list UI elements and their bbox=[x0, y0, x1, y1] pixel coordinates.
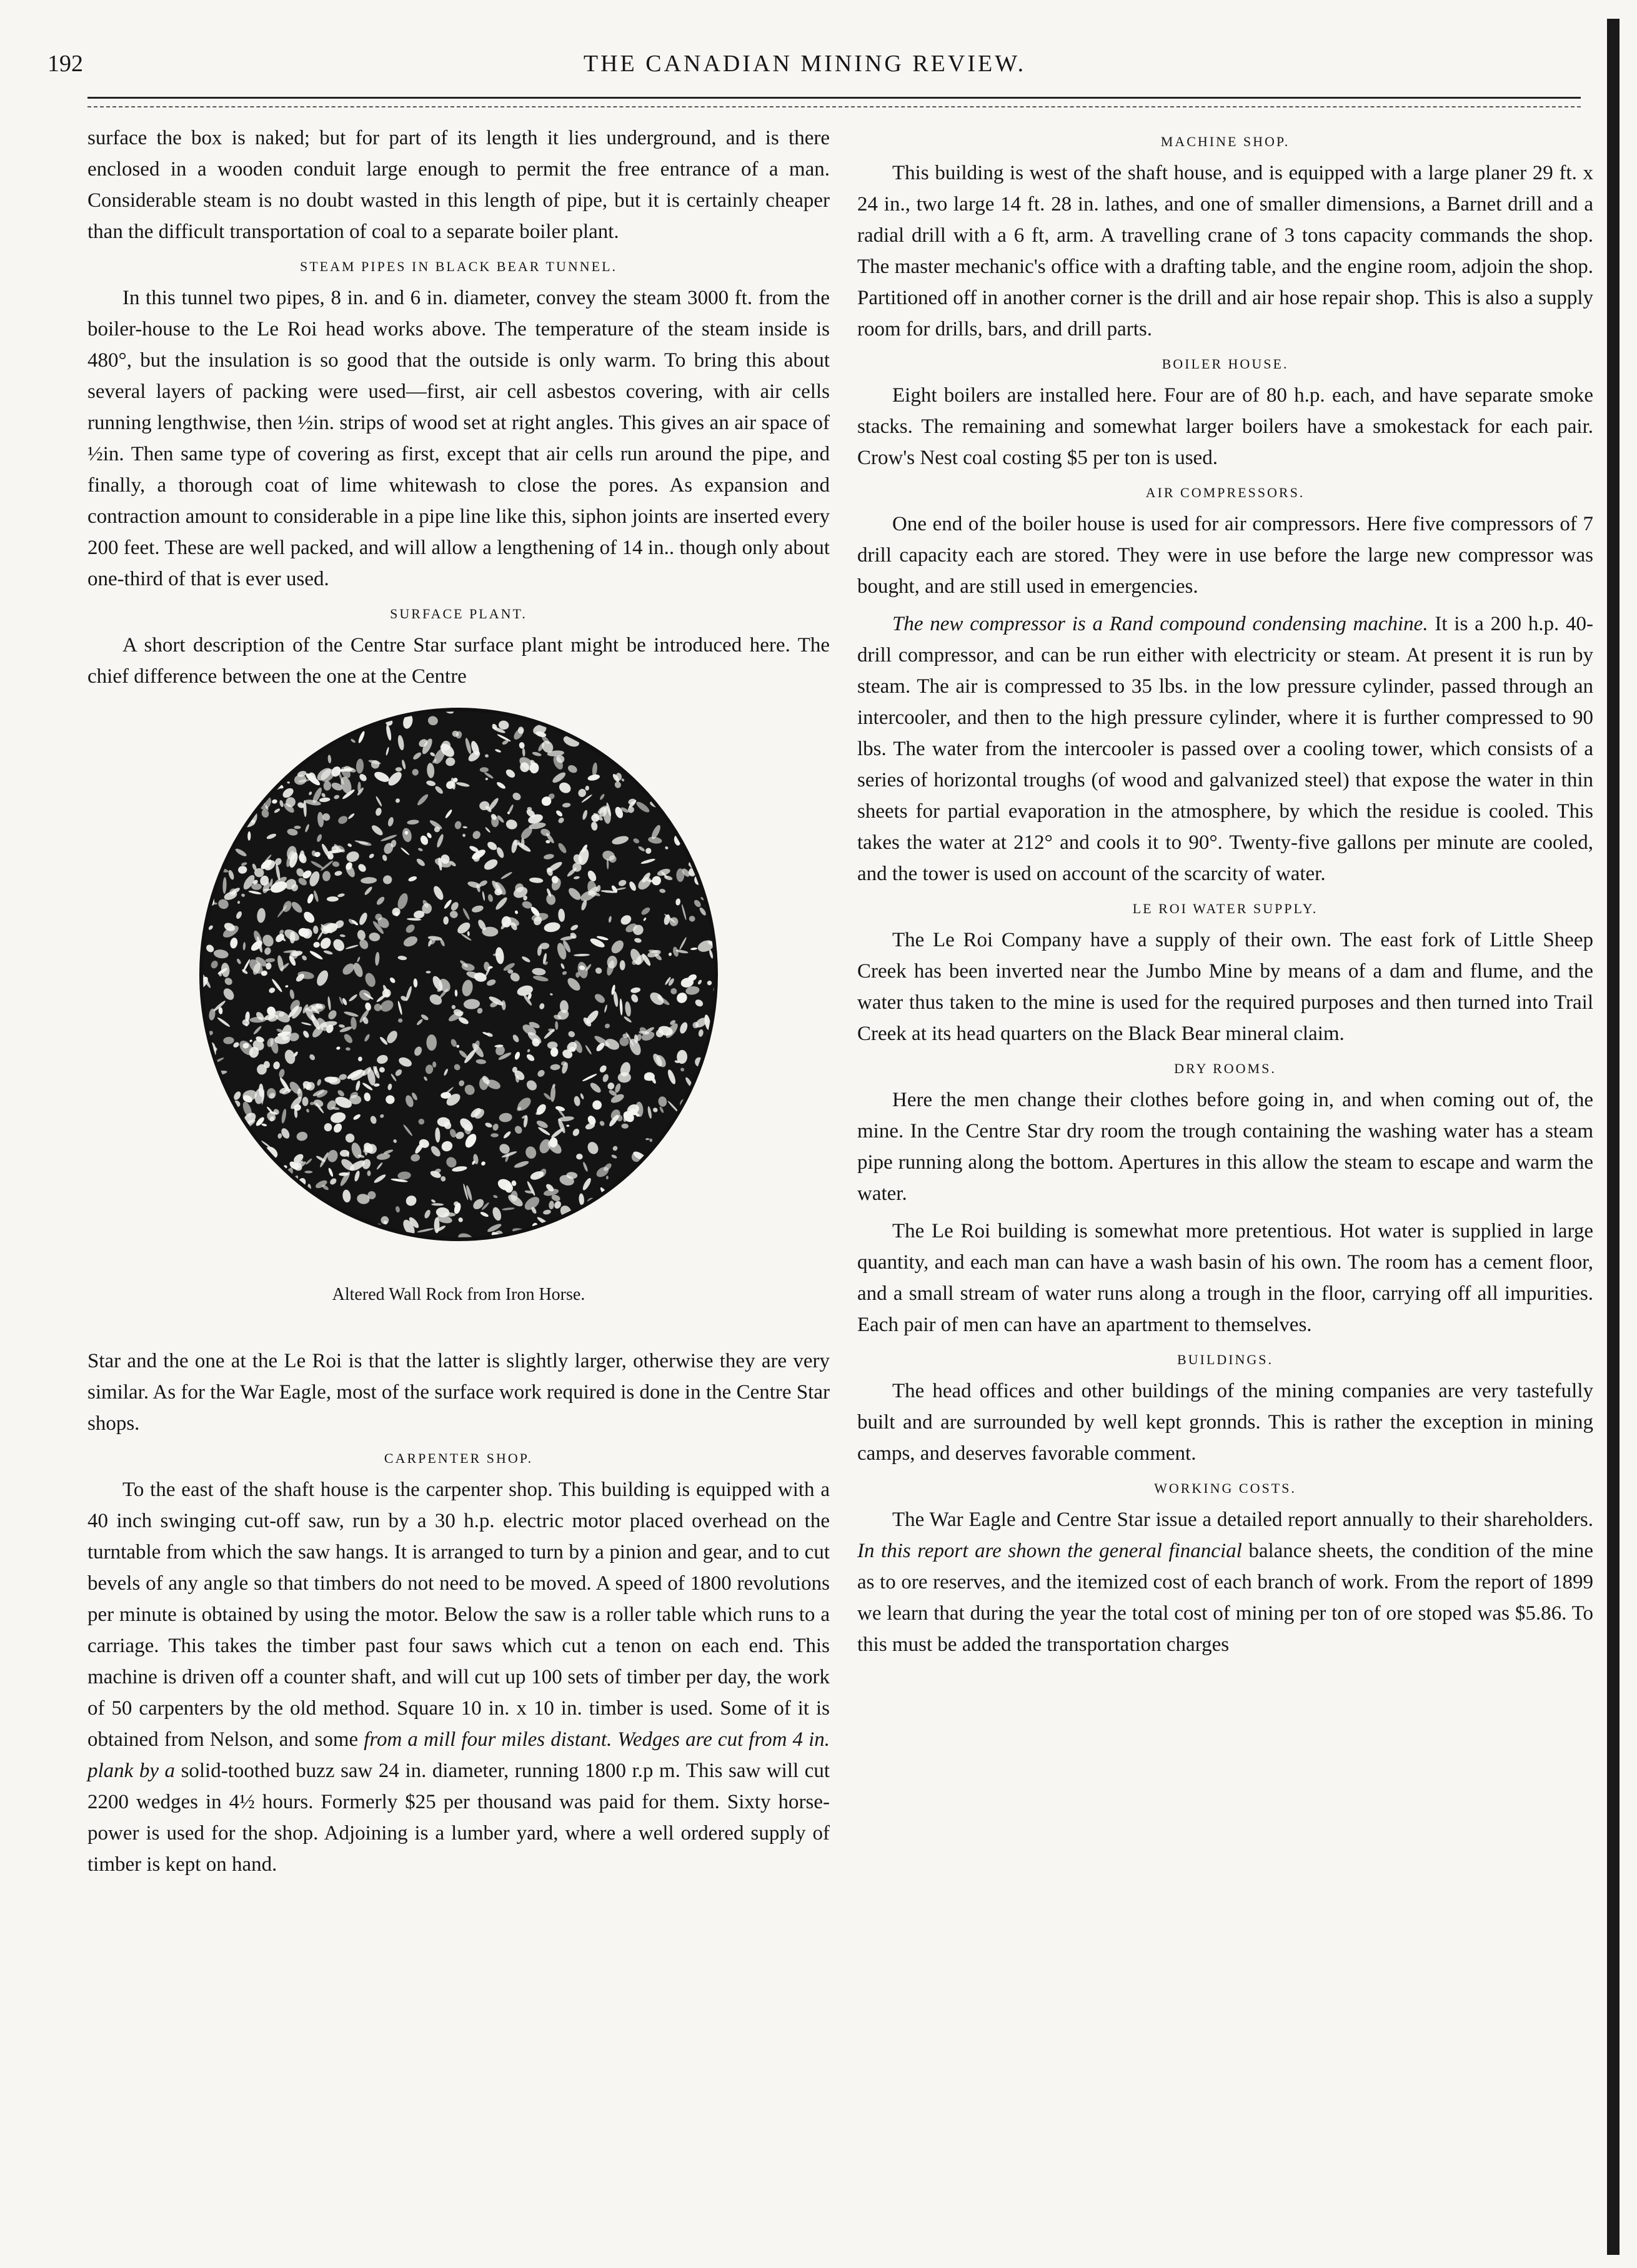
page-header bbox=[42, 45, 1567, 82]
carpenter-text-italic: from a mill four miles distant. Wedges are cut from 4 in. plank by a bbox=[87, 1728, 830, 1782]
rock-photograph bbox=[196, 706, 721, 1243]
section-heading-machine-shop: MACHINE SHOP. bbox=[1160, 134, 1290, 149]
carpenter-text-a: To the east of the shaft house is the carpenter shop. This building is equipped with a 40 inch swinging cut-off saw, run by a 30 h.p. electric motor placed overhead on the turntable from which the saw hangs. It is arranged to turn by a pinion and gear, and to cut bevels of any angle so that timbers do not need to be moved. A speed of 1800 revolutions per minute is obtained by using the motor. Below the saw is a roller table which runs to a carriage. This takes the timber past four saws which cut a tenon on each end. This machine is driven off a counter shaft, and will cut up 100 sets of timber per day, the work of 50 carpenters by the old method. Square 10 in. x 10 in. timber is used. Some of it is obtained from Nelson, and some bbox=[87, 1478, 830, 1751]
paragraph-carpenter-shop bbox=[87, 1474, 830, 1880]
working-costs-text-a: The War Eagle and Centre Star issue a detailed report annually to their shareholders. bbox=[892, 1508, 1593, 1531]
left-column bbox=[87, 122, 830, 1880]
section-heading-dry-rooms: DRY ROOMS. bbox=[1174, 1061, 1276, 1076]
paragraph-dry-rooms-2: The Le Roi building is somewhat more pretentious. Hot water is supplied in large quantity, and each man can have a wash basin of his own. The room has a cement floor, and a small stream of water runs along a trough in the floor, carrying off all impurities. Each pair of men can have an apartment to themselves. bbox=[857, 1220, 1593, 1336]
paragraph-boiler-house: Eight boilers are installed here. Four are of 80 h.p. each, and have separate smoke stacks. The remaining and somewhat larger boilers have a smokestack for each pair. Crow's Nest coal costing $5 per ton is used. bbox=[857, 384, 1593, 469]
paragraph-intro: surface the box is naked; but for part of its length it lies underground, and is there enclosed in a wooden conduit large enough to permit the free entrance of a man. Considerable steam is no doubt wasted in this length of pipe, but it is certainly cheaper than the difficult transportation of coal to a separate boiler plant. bbox=[87, 127, 830, 243]
section-heading-surface-plant: SURFACE PLANT. bbox=[390, 606, 527, 621]
carpenter-text-b: solid-toothed buzz saw 24 in. diameter, running 1800 r.p m. This saw will cut 2200 wedges in 4½ hours. Formerly $25 per thousand was paid for them. Sixty horse-power is used for the shop. Adjoining is a lumber yard, where a well ordered supply of timber is kept on hand. bbox=[87, 1760, 830, 1876]
figure-altered-wall-rock bbox=[87, 702, 830, 1339]
figure-caption: Altered Wall Rock from Iron Horse. bbox=[332, 1285, 585, 1304]
working-costs-italic: In this report are shown the general financial bbox=[857, 1540, 1242, 1562]
section-heading-carpenter-shop: CARPENTER SHOP. bbox=[384, 1450, 534, 1466]
air-compressor-italic: The new compressor is a Rand compound condensing machine. bbox=[892, 613, 1428, 635]
page-number: 192 bbox=[47, 51, 83, 77]
paragraph-air-compressors-1: One end of the boiler house is used for air compressors. Here five compressors of 7 drill capacity each are stored. They were in use before the large new compressor was bought, and are still used in emergencies. bbox=[857, 513, 1593, 598]
paragraph-surface-plant-cont: Star and the one at the Le Roi is that the latter is slightly larger, otherwise they are very similar. As for the War Eagle, most of the surface work required is done in the Centre Star shops. bbox=[87, 1350, 830, 1435]
paragraph-dry-rooms-1: Here the men change their clothes before going in, and when coming out of, the mine. In the Centre Star dry room the trough containing the washing water has a steam pipe running along the bottom. Apertures in this allow the steam to escape and warm the water. bbox=[857, 1089, 1593, 1205]
working-costs-text-b: balance sheets, the condition of the mine as to ore reserves, and the itemized cost of each branch of work. From the report of 1899 we learn that during the year the total cost of mining per ton of ore stoped was $5.86. To this must be added the transportation charges bbox=[857, 1540, 1593, 1656]
section-heading-air-compressors: AIR COMPRESSORS. bbox=[1145, 485, 1305, 500]
paragraph-steam-pipes: In this tunnel two pipes, 8 in. and 6 in. diameter, convey the steam 3000 ft. from the boiler-house to the Le Roi head works above. The temperature of the steam inside is 480°, but the insulation is so good that the outside is only warm. To bring this about several layers of packing were used—first, air cell asbestos covering, with air cells running lengthwise, then ½in. strips of wood set at right angles. This gives an air space of ½in. Then same type of covering as first, except that air cells run around the pipe, and finally, a thorough coat of lime whitewash to close the pores. As expansion and contraction amount to considerable in a pipe line like this, siphon joints are inserted every 200 feet. These are well packed, and will allow a lengthening of 14 in.. though only about one-third of that is ever used. bbox=[87, 287, 830, 590]
section-heading-le-roi-water: LE ROI WATER SUPPLY. bbox=[1132, 901, 1318, 916]
section-heading-buildings: BUILDINGS. bbox=[1177, 1352, 1274, 1367]
page-edge-shadow bbox=[1607, 19, 1620, 2255]
paragraph-working-costs bbox=[857, 1504, 1593, 1660]
paragraph-surface-plant: A short description of the Centre Star surface plant might be introduced here. The chief difference between the one at the Centre bbox=[87, 634, 830, 688]
air-compressor-text: It is a 200 h.p. 40-drill compressor, and can be run either with electricity or steam. At present it is run by steam. The air is compressed to 35 lbs. in the low pressure cylinder, passed through an intercooler, and then to the high pressure cylinder, where it is further compressed to 90 lbs. The water from the intercooler is passed over a cooling tower, which consists of a series of horizontal troughs (of wood and galvanized steel) that expose the water in thin sheets for partial evaporation in the atmosphere, by which the residue is cooled. This takes the water at 212° and cools it to 90°. Twenty-five gallons per minute are cooled, and the tower is used on account of the scarcity of water. bbox=[857, 613, 1594, 885]
paragraph-machine-shop: This building is west of the shaft house, and is equipped with a large planer 29 ft. x 24 in., two large 14 ft. 28 in. lathes, and one of smaller dimensions, a Barnet drill and a radial drill with a 6 ft, arm. A travelling crane of 3 tons capacity commands the shop. The master mechanic's office with a drafting table, and the engine room, adjoin the shop. Partitioned off in another corner is the drill and air hose repair shop. This is also a supply room for drills, bars, and drill parts. bbox=[857, 162, 1593, 340]
paragraph-buildings: The head offices and other buildings of the mining companies are very tastefully built and are surrounded by well kept gronnds. This is rather the exception in mining camps, and deserves favorable comment. bbox=[857, 1380, 1593, 1465]
paragraph-le-roi-water: The Le Roi Company have a supply of their own. The east fork of Little Sheep Creek has been inverted near the Jumbo Mine by means of a dam and flume, and the water thus taken to the mine is used for the required purposes and then turned into Trail Creek at its head quarters on the Black Bear mineral claim. bbox=[857, 929, 1593, 1045]
section-heading-steam-pipes: STEAM PIPES IN BLACK BEAR TUNNEL. bbox=[299, 259, 618, 274]
section-heading-working-costs: WORKING COSTS. bbox=[1154, 1480, 1296, 1496]
header-rule bbox=[87, 97, 1581, 99]
section-heading-boiler-house: BOILER HOUSE. bbox=[1162, 356, 1289, 372]
journal-title: THE CANADIAN MINING REVIEW. bbox=[583, 51, 1027, 77]
right-column bbox=[857, 122, 1593, 1660]
header-rule-secondary bbox=[87, 106, 1581, 107]
paragraph-air-compressors-2 bbox=[857, 608, 1593, 889]
